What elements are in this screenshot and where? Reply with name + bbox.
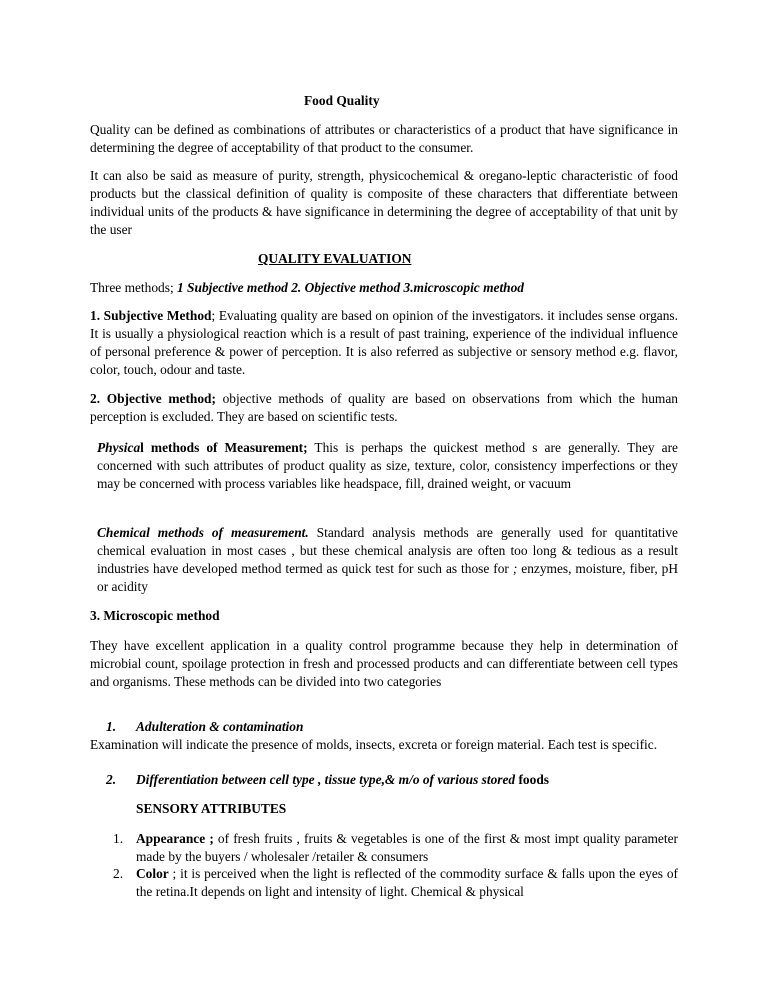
- sensory-item-2: [136, 865, 678, 901]
- physical-methods-text: This is perhaps the quickest method s are generally. They are concerned with such attributes of product quality as size, texture, color, consistency imperfections or they may be concerned with process variables like headspace, fill, drained weight, or vacuum: [97, 440, 678, 491]
- chemical-text-end: enzymes, moisture, fiber, pH or acidity: [97, 561, 678, 594]
- chemical-label: Chemical methods of measurement.: [97, 525, 309, 540]
- sensory-item-1-text: of fresh fruits , fruits & vegetables is one of the first & most impt quality parameter made by the buyers / wholesaler /retailer & consumers: [136, 831, 678, 864]
- three-methods-line: [90, 279, 678, 297]
- subjective-method-label: 1. Subjective Method: [90, 308, 212, 323]
- examination-text: Examination will indicate the presence of molds, insects, excreta or foreign material. Each test is specific.: [90, 737, 658, 752]
- three-methods-lead: Three methods;: [90, 280, 178, 295]
- quality-evaluation-heading: QUALITY EVALUATION: [258, 251, 412, 266]
- physical-label-rest: l methods of Measurement;: [140, 440, 308, 455]
- sensory-item-2-number: 2.: [113, 866, 124, 881]
- micro-item-2-number: 2.: [106, 772, 117, 787]
- page-title: Food Quality: [304, 93, 380, 108]
- sensory-attributes-heading: SENSORY ATTRIBUTES: [136, 801, 287, 816]
- microscopic-method-text: They have excellent application in a quality control programme because they help in determination of microbial count, spoilage protection in fresh and processed products and can differentiate between cell types and organisms. These methods can be divided into two categories: [90, 638, 678, 689]
- sensory-item-1-label: Appearance ;: [136, 831, 214, 846]
- sensory-item-2-text: ; it is perceived when the light is reflected of the commodity surface & falls upon the eyes of the retina.It depends on light and intensity of light. Chemical & physical: [136, 866, 678, 899]
- physical-methods-paragraph: [97, 439, 678, 493]
- objective-method-text: objective methods of quality are based on observations from which the human perception is excluded. They are based on scientific tests.: [90, 391, 678, 424]
- subjective-method-paragraph: [90, 307, 678, 379]
- objective-method-label: 2. Objective method;: [90, 391, 216, 406]
- micro-item-2-tail: foods: [515, 772, 549, 787]
- objective-method-paragraph: [90, 390, 678, 426]
- micro-item-1-number: 1.: [106, 719, 117, 734]
- subjective-method-text: ; Evaluating quality are based on opinion of the investigators. it includes sense organs. It is usually a physiological reaction which is a result of past training, experience of the individual influence of personal preference & power of perception. It is also referred as subjective or sensory method e.g. flavor, color, touch, odour and taste.: [90, 308, 678, 377]
- micro-item-1-label: Adulteration & contamination: [136, 719, 304, 734]
- paragraph-measure: It can also be said as measure of purity, strength, physicochemical & oregano-leptic characteristic of food products but the classical definition of quality is composite of these characters that differentiate between individual units of the products & have significance in determining the degree of acceptability of that unit by the user: [90, 168, 678, 237]
- sensory-item-1: [136, 830, 678, 866]
- sensory-item-2-label: Color: [136, 866, 169, 881]
- chemical-semicolon: ;: [508, 561, 518, 576]
- sensory-item-1-number: 1.: [113, 831, 124, 846]
- chemical-methods-paragraph: [97, 524, 678, 596]
- three-methods-list: 1 Subjective method 2. Objective method 3.microscopic method: [177, 280, 525, 295]
- physical-label-italic: Physica: [97, 440, 141, 455]
- micro-item-2: [136, 771, 549, 789]
- micro-item-2-label: Differentiation between cell type , tissue type,& m/o of various stored: [136, 772, 516, 787]
- paragraph-definition: Quality can be defined as combinations of attributes or characteristics of a product that have significance in determining the degree of acceptability of that product to the consumer.: [90, 122, 678, 155]
- microscopic-method-heading: 3. Microscopic method: [90, 608, 220, 623]
- chemical-text: Standard analysis methods are generally used for quantitative chemical evaluation in most cases , but these chemical analysis are often too long & tedious as a result industries have developed method termed as quick test for such as those for: [97, 525, 679, 576]
